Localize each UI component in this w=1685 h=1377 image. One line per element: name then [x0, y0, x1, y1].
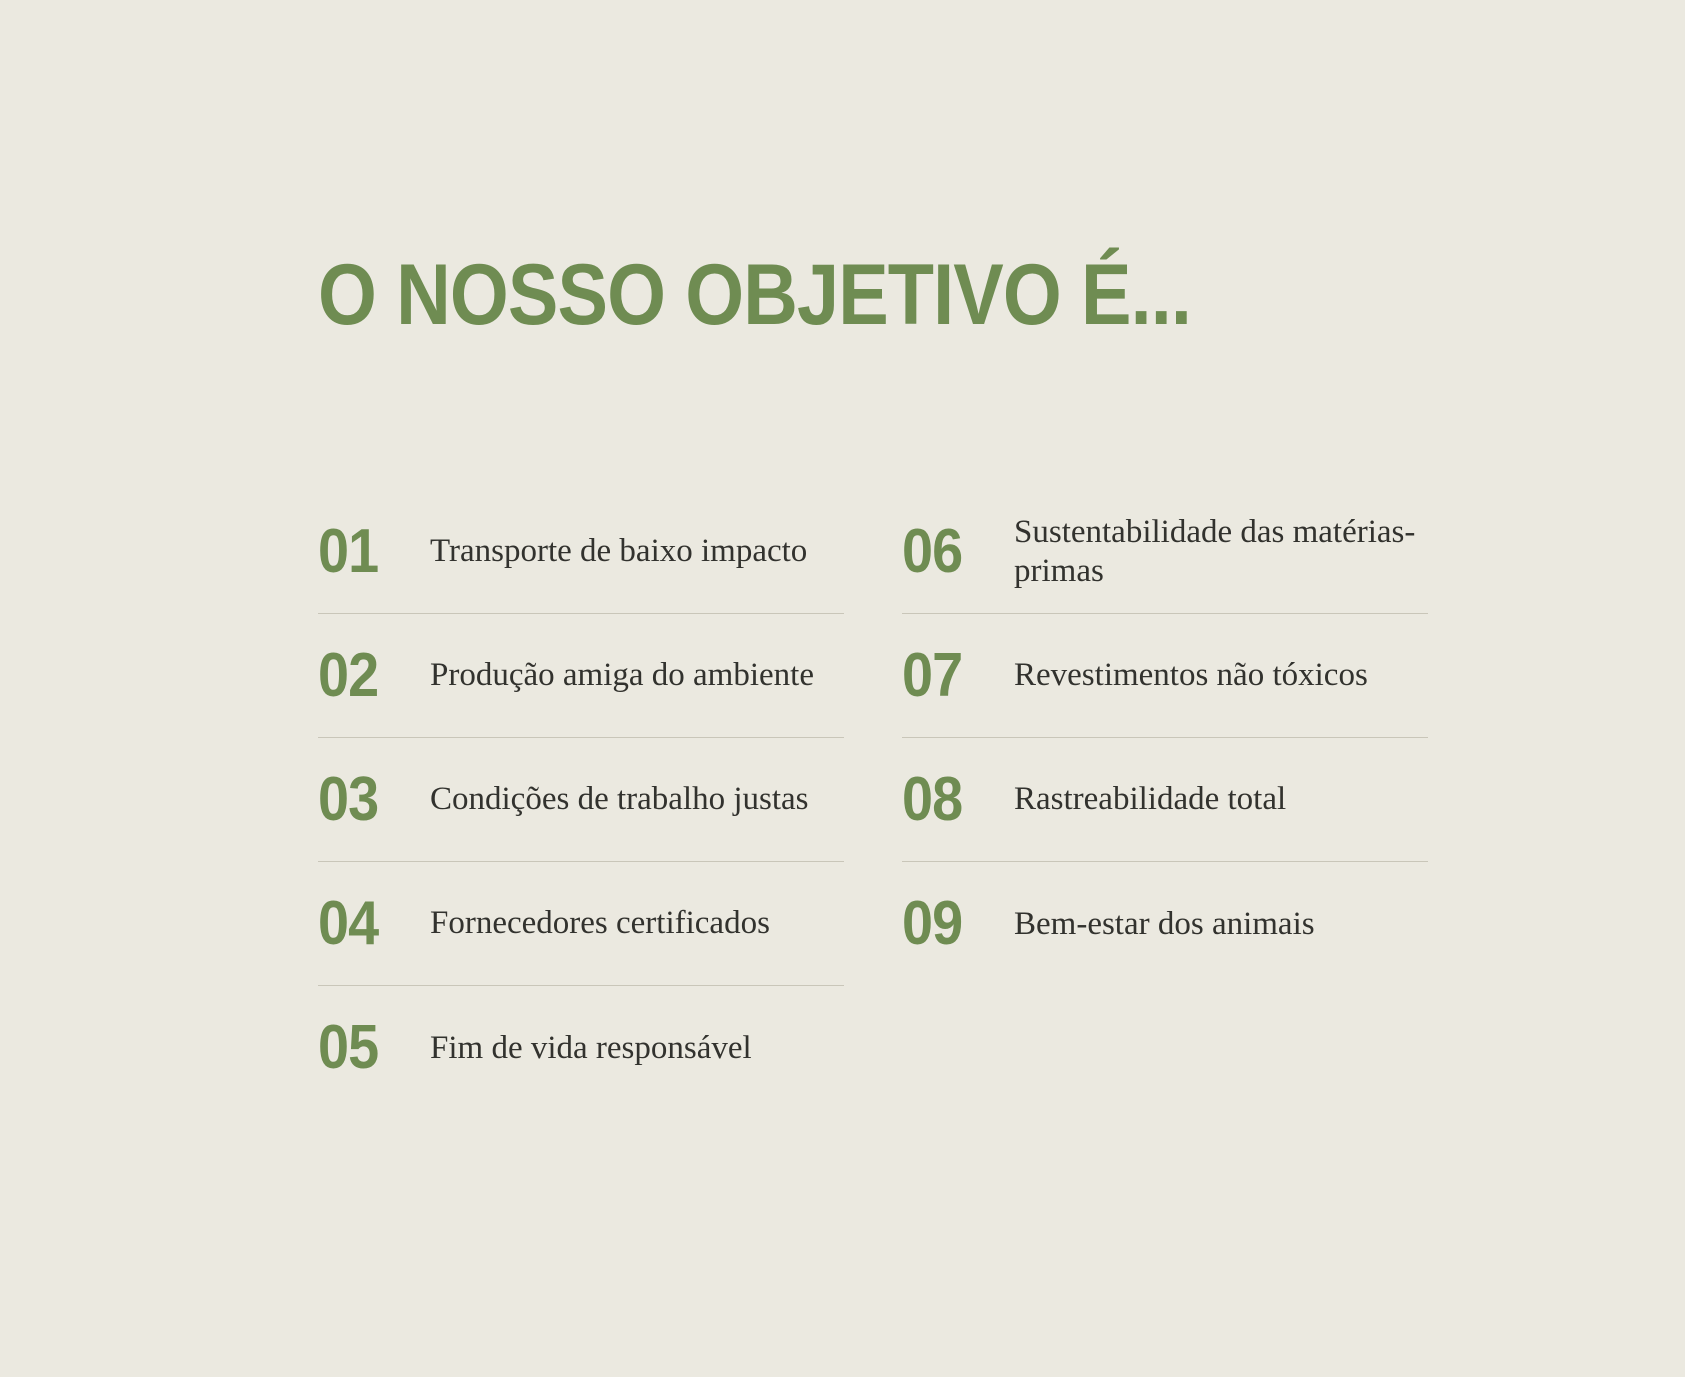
item-number: 02	[318, 640, 379, 710]
item-label: Sustentabilidade das matérias-primas	[1014, 513, 1416, 589]
list-item	[318, 738, 844, 862]
item-number: 07	[902, 640, 963, 710]
item-label: Fornecedores certificados	[430, 905, 770, 942]
objectives-column-left	[318, 490, 844, 1110]
item-number: 06	[902, 516, 963, 586]
item-label: Transporte de baixo impacto	[430, 533, 808, 570]
item-number: 01	[318, 516, 379, 586]
list-item	[902, 738, 1428, 862]
item-label: Fim de vida responsável	[430, 1029, 752, 1066]
item-label: Rastreabilidade total	[1014, 781, 1287, 818]
item-number: 03	[318, 764, 379, 834]
item-label: Produção amiga do ambiente	[430, 657, 814, 694]
item-number: 08	[902, 764, 963, 834]
objectives-list	[318, 490, 1428, 1110]
item-label: Revestimentos não tóxicos	[1014, 657, 1368, 694]
list-item	[318, 490, 844, 614]
list-item	[318, 986, 844, 1110]
list-item	[902, 490, 1428, 614]
item-number: 09	[902, 889, 963, 958]
objectives-column-right	[902, 490, 1428, 1110]
list-item	[318, 614, 844, 738]
item-number: 05	[318, 1013, 379, 1082]
page-title: O NOSSO OBJETIVO É...	[318, 247, 1192, 343]
item-label: Condições de trabalho justas	[430, 781, 809, 818]
list-item	[902, 614, 1428, 738]
item-number: 04	[318, 888, 379, 958]
list-item	[318, 862, 844, 986]
item-label: Bem-estar dos animais	[1014, 905, 1315, 942]
list-item	[902, 862, 1428, 986]
